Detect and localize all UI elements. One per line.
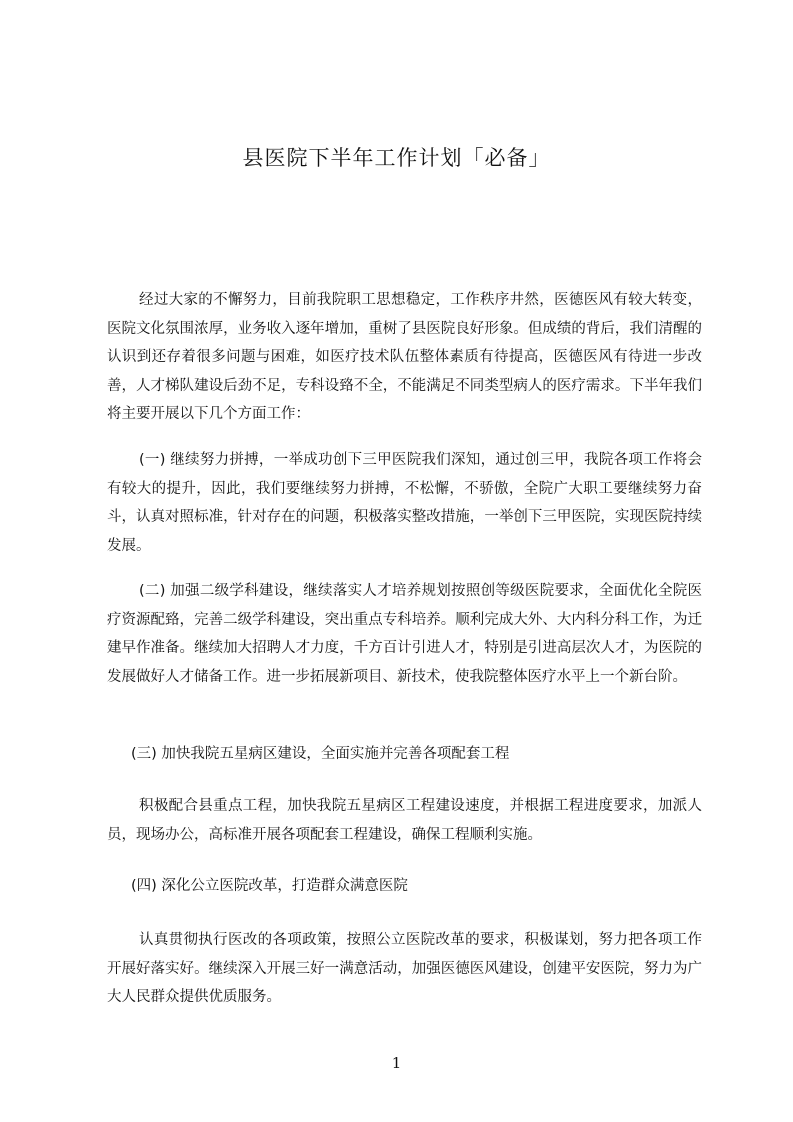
paragraph-section-4: 认真贯彻执行医改的各项政策，按照公立医院改革的要求，积极谋划，努力把各项工作开展好落实好。继续深入开展三好一满意活动，加强医德医风建设，创建平安医院，努力为广大人民群众提供优质服务。 xyxy=(107,932,702,1005)
paragraph-section-3: 积极配合县重点工程，加快我院五星病区工程建设速度，并根据工程进度要求，加派人员，现场办公，高标准开展各项配套工程建设，确保工程顺利实施。 xyxy=(107,798,702,843)
paragraph-section-2: (二) 加强二级学科建设，继续落实人才培养规划按照创等级医院要求，全面优化全院医疗资源配臵，完善二级学科建设，突出重点专科培养。顺利完成大外、大内科分科工作，为迁建早作准备。继续加大招聘人才力度，千方百计引进人才，特别是引进高层次人才，为医院的发展做好人才储备工作。进一步拓展新项目、新技术，使我院整体医疗水平上一个新台阶。 xyxy=(107,583,702,685)
paragraph-intro: 经过大家的不懈努力，目前我院职工思想稳定，工作秩序井然，医德医风有较大转变，医院文化氛围浓厚，业务收入逐年增加，重树了县医院良好形象。但成绩的背后，我们清醒的认识到还存着很多问题与困难，如医疗技术队伍整体素质有待提高，医德医风有待进一步改善，人才梯队建设后劲不足，专科设臵不全，不能满足不同类型病人的医疗需求。下半年我们将主要开展以下几个方面工作： xyxy=(107,292,702,422)
document-title: 县医院下半年工作计划「必备」 xyxy=(242,146,551,170)
paragraph-section-1: (一) 继续努力拼搏，一举成功创下三甲医院我们深知，通过创三甲，我院各项工作将会有较大的提升，因此，我们要继续努力拼搏，不松懈，不骄傲，全院广大职工要继续努力奋斗，认真对照标准，针对存在的问题，积极落实整改措施，一举创下三甲医院，实现医院持续发展。 xyxy=(107,452,702,554)
heading-section-4: (四) 深化公立医院改革，打造群众满意医院 xyxy=(131,878,408,894)
heading-section-3: (三) 加快我院五星病区建设，全面实施并完善各项配套工程 xyxy=(131,746,510,762)
page-number: 1 xyxy=(391,1054,402,1072)
